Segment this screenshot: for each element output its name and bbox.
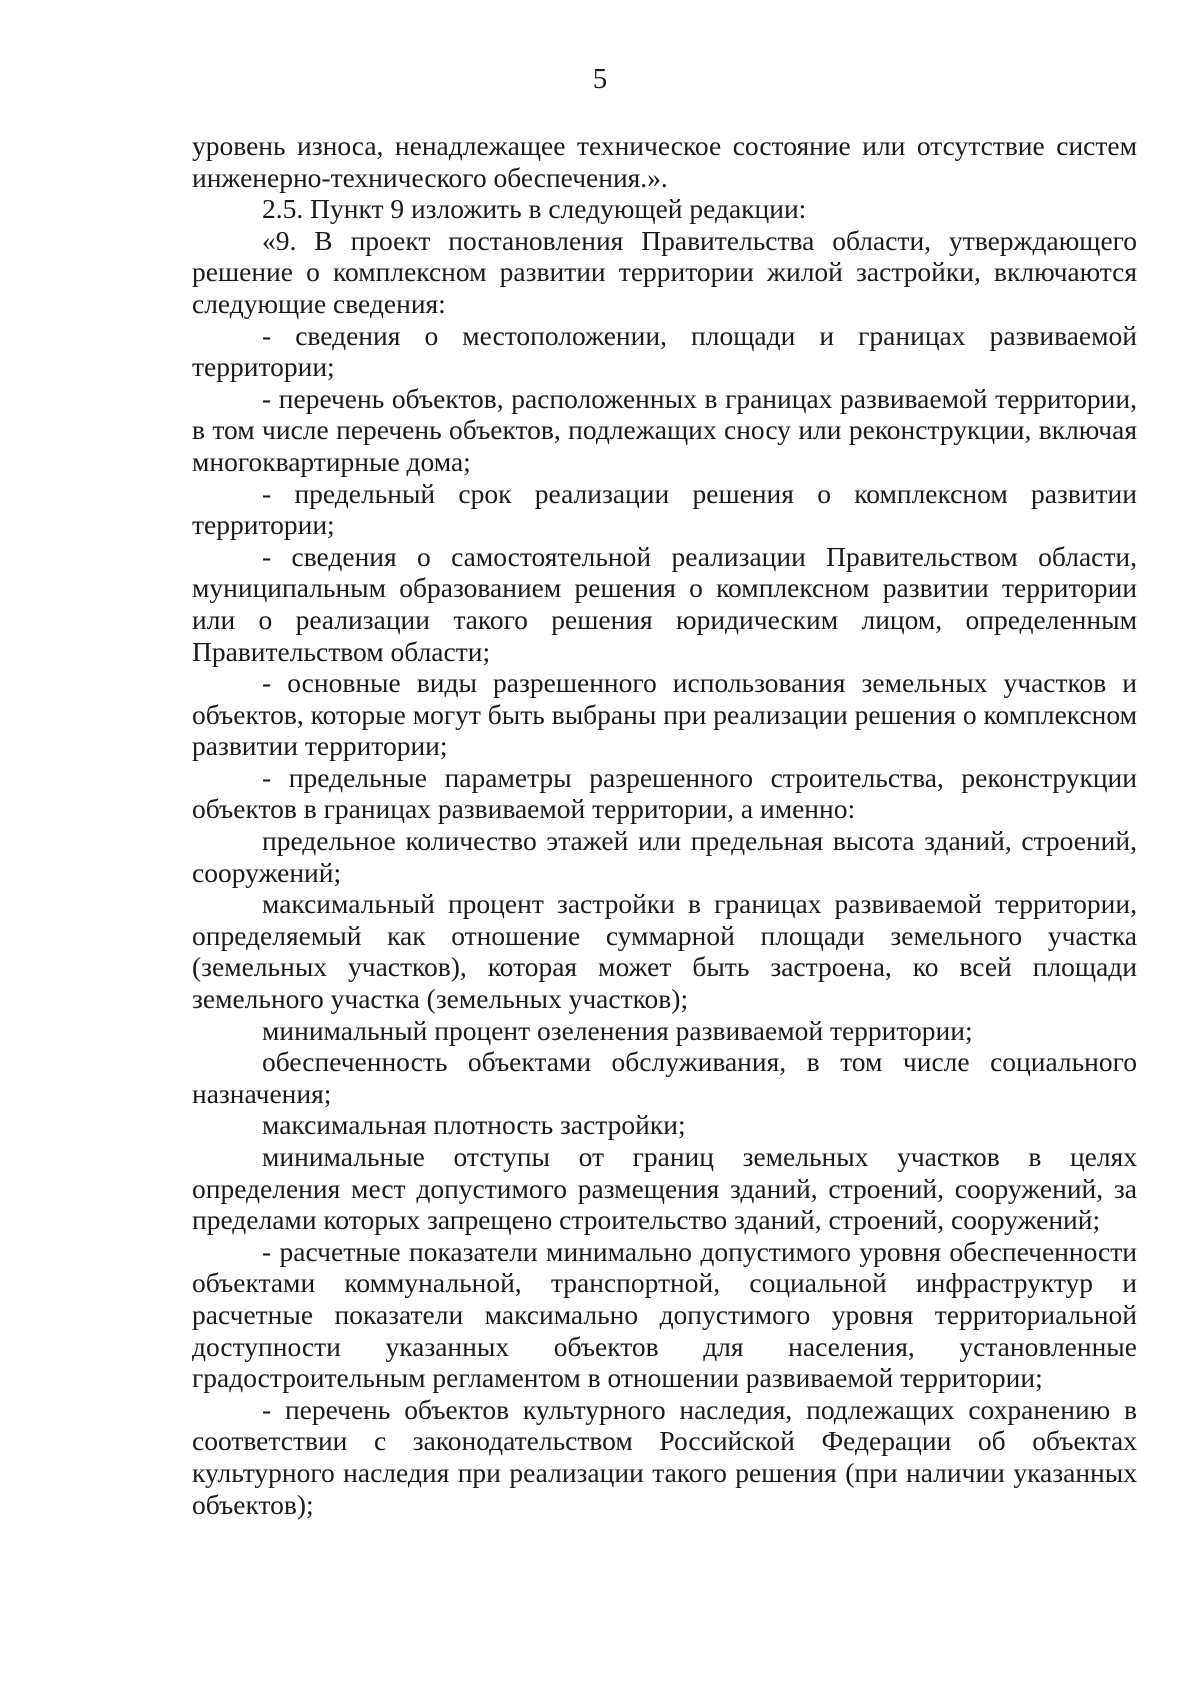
- list-item-indicators: - расчетные показатели минимально допустимого уровня обеспеченности объектами коммунальной, транспортной, социальной инфраструктур и расчетные показатели максимально допустимого уровня территориальной доступности указанных объектов для населения, установленные градостроительным регламентом в отношении развиваемой территории;: [192, 1235, 1137, 1394]
- sub-item-floors: предельное количество этажей или предельная высота зданий, строений, сооружений;: [192, 825, 1137, 888]
- sub-item-setbacks: минимальные отступы от границ земельных участков в целях определения мест допустимого размещения зданий, строений, сооружений, за пределами которых запрещено строительство зданий, строений, сооружений;: [192, 1141, 1137, 1236]
- list-item-implementation: - сведения о самостоятельной реализации Правительством области, муниципальным образованием решения о комплексном развитии территории или о реализации такого решения юридическим лицом, определенным Правительством области;: [192, 540, 1137, 667]
- list-item-objects: - перечень объектов, расположенных в границах развиваемой территории, в том числе перечень объектов, подлежащих сносу или реконструкции, включая многоквартирные дома;: [192, 382, 1137, 477]
- list-item-parameters: - предельные параметры разрешенного строительства, реконструкции объектов в границах развиваемой территории, а именно:: [192, 761, 1137, 825]
- sub-item-density: максимальная плотность застройки;: [262, 1109, 686, 1141]
- sub-item-greening: минимальный процент озеленения развиваемой территории;: [262, 1014, 973, 1046]
- document-body: [192, 130, 1137, 1520]
- list-item-location: - сведения о местоположении, площади и границах развиваемой территории;: [192, 319, 1137, 383]
- list-item-deadline: - предельный срок реализации решения о комплексном развитии территории;: [192, 477, 1137, 541]
- paragraph-item-2-5: 2.5. Пункт 9 изложить в следующей редакции:: [262, 193, 807, 225]
- paragraph-intro-continuation: уровень износа, ненадлежащее техническое состояние или отсутствие систем инженерно-технического обеспечения.».: [192, 130, 1137, 193]
- sub-item-service-provision: обеспеченность объектами обслуживания, в том числе социального назначения;: [192, 1046, 1137, 1109]
- page-number: 5: [592, 63, 608, 95]
- list-item-cultural-heritage: - перечень объектов культурного наследия, подлежащих сохранению в соответствии с законодательством Российской Федерации об объектах культурного наследия при реализации такого решения (при наличии указанных объектов);: [192, 1393, 1137, 1520]
- paragraph-item-9: «9. В проект постановления Правительства области, утверждающего решение о комплексном развитии территории жилой застройки, включаются следующие сведения:: [192, 224, 1137, 319]
- sub-item-building-percent: максимальный процент застройки в границах развиваемой территории, определяемый как отношение суммарной площади земельного участка (земельных участков), которая может быть застроена, ко всей площади земельного участка (земельных участков);: [192, 888, 1137, 1015]
- list-item-land-use: - основные виды разрешенного использования земельных участков и объектов, которые могут быть выбраны при реализации решения о комплексном развитии территории;: [192, 667, 1137, 762]
